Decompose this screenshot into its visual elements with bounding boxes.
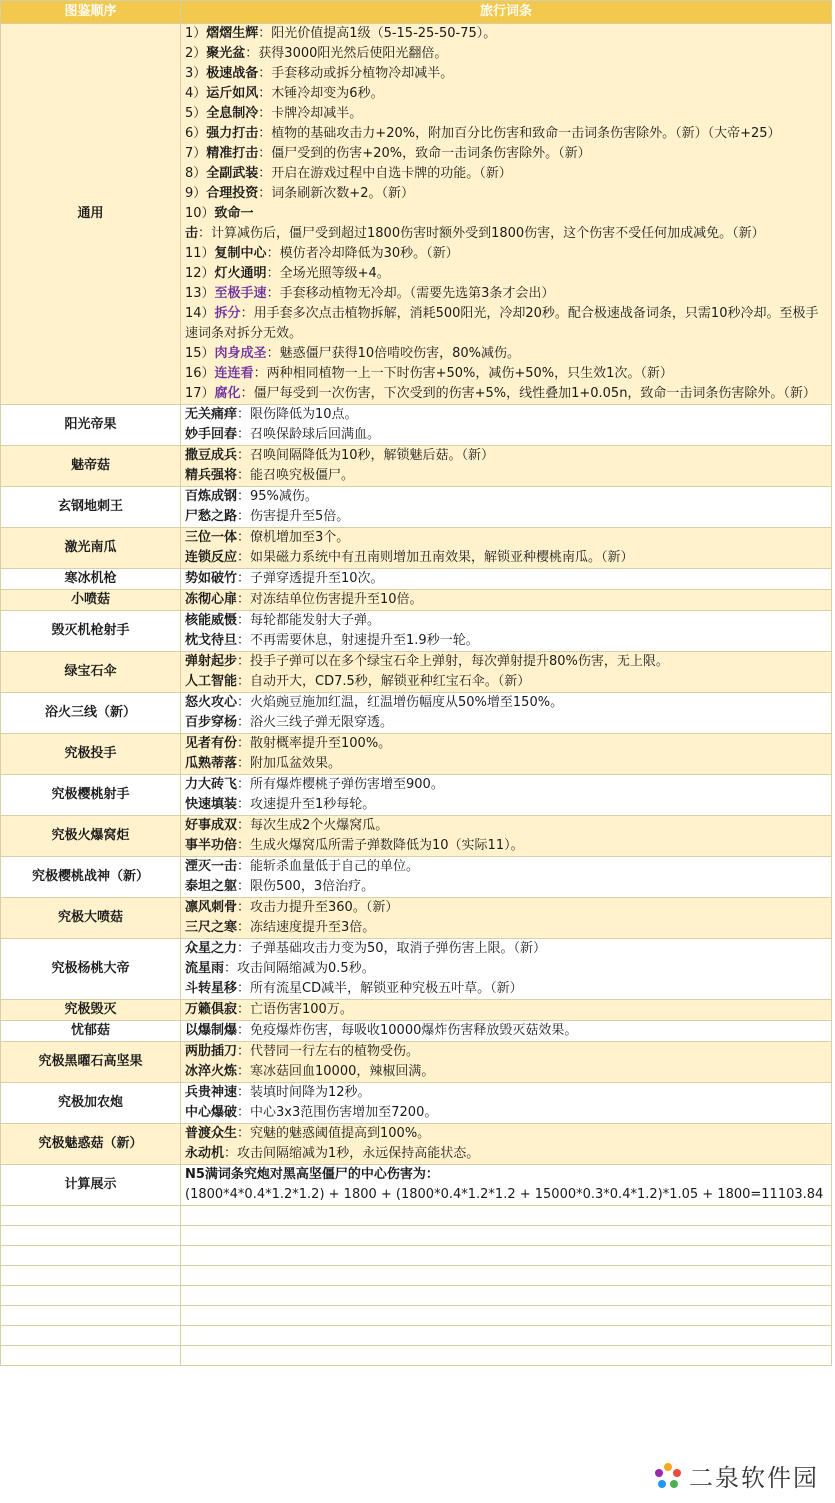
- entry-desc: ：不再需要休息，射速提升至1.9秒一轮。: [237, 633, 479, 648]
- empty-cell: [181, 1226, 832, 1246]
- empty-cell: [181, 1326, 832, 1346]
- entry-name: 事半功倍: [185, 838, 238, 853]
- entry-name: 合理投资: [206, 186, 259, 201]
- empty-cell: [181, 1246, 832, 1266]
- entry-desc: ：木锤冷却变为6秒。: [258, 86, 384, 101]
- entry-desc: ：限伤降低为10点。: [237, 407, 358, 422]
- category-cell: 通用: [1, 24, 181, 405]
- entry-number: 12）: [185, 266, 215, 281]
- entry-desc: ：卡牌冷却减半。: [258, 106, 363, 121]
- empty-row: [1, 1206, 832, 1226]
- entry: [185, 836, 827, 856]
- entry-name: 人工智能: [185, 674, 238, 689]
- plant-row: [1, 569, 832, 590]
- entries-cell: [181, 590, 832, 611]
- category-cell: 究极毁灭: [1, 1000, 181, 1021]
- empty-cell: [1, 1286, 181, 1306]
- entry-name: 尸愁之路: [185, 509, 238, 524]
- entry: [185, 1103, 827, 1123]
- entry: [185, 466, 827, 486]
- entry: [185, 24, 827, 44]
- entry-number: 2）: [185, 46, 207, 61]
- entry-name: 瓜熟蒂落: [185, 756, 238, 771]
- empty-cell: [1, 1306, 181, 1326]
- entries-cell: [181, 1000, 832, 1021]
- entry-desc: ：究魅的魅惑阈值提高到100%。: [237, 1126, 431, 1141]
- entry-name: 万籁俱寂: [185, 1002, 238, 1017]
- entry-desc: ：限伤500，3倍治疗。: [237, 879, 375, 894]
- entry-name: 拆分: [214, 306, 241, 321]
- entries-cell: [181, 1042, 832, 1083]
- entry-name: 至极手速: [214, 286, 267, 301]
- entry-name: 三位一体: [185, 530, 238, 545]
- entry: [185, 939, 827, 959]
- entry-desc: ：每轮都能发射大子弹。: [237, 613, 381, 628]
- entry-name: 枕戈待旦: [185, 633, 238, 648]
- entry-desc: ：子弹穿透提升至10次。: [237, 571, 384, 586]
- entry-desc: ：对冻结单位伤害提升至10倍。: [237, 592, 423, 607]
- entry: [185, 64, 827, 84]
- entry: [185, 1062, 827, 1082]
- entry: [185, 590, 827, 610]
- entry-name: 致命一击: [185, 206, 254, 241]
- entry: [185, 124, 827, 144]
- plant-row: [1, 693, 832, 734]
- entry-name: 三尺之寒: [185, 920, 238, 935]
- plant-row: [1, 652, 832, 693]
- header-entries: 旅行词条: [181, 1, 832, 24]
- entry-name: 势如破竹: [185, 571, 238, 586]
- entry-name: 妙手回春: [185, 427, 238, 442]
- plant-row: [1, 939, 832, 1000]
- entry: [185, 528, 827, 548]
- entry: [185, 548, 827, 568]
- empty-row: [1, 1306, 832, 1326]
- entry-number: 6）: [185, 126, 207, 141]
- entries-cell: [181, 693, 832, 734]
- entries-cell: [181, 1124, 832, 1165]
- entry: [185, 713, 827, 733]
- entry-name: 全副武装: [206, 166, 259, 181]
- entry: [185, 405, 827, 425]
- category-cell: 魅帝菇: [1, 446, 181, 487]
- entries-cell: [181, 528, 832, 569]
- entry: [185, 384, 827, 404]
- category-cell: 激光南瓜: [1, 528, 181, 569]
- plant-row: [1, 857, 832, 898]
- entry: [185, 244, 827, 264]
- entry-name: 冰淬火炼: [185, 1064, 238, 1079]
- entry: [185, 344, 827, 364]
- entry: [185, 284, 827, 304]
- entry: [185, 979, 827, 999]
- entry: [185, 611, 827, 631]
- category-cell: 究极魅惑菇（新）: [1, 1124, 181, 1165]
- entry-name: 熠熠生辉: [206, 26, 259, 41]
- empty-cell: [1, 1246, 181, 1266]
- plant-row: [1, 528, 832, 569]
- entry-name: 强力打击: [206, 126, 259, 141]
- empty-cell: [181, 1346, 832, 1366]
- plant-row: [1, 775, 832, 816]
- entry-name: 弹射起步: [185, 654, 238, 669]
- calc-row: [1, 1165, 832, 1206]
- watermark: [647, 1456, 825, 1495]
- entry-name: 以爆制爆: [185, 1023, 238, 1038]
- category-cell: 玄钢地刺王: [1, 487, 181, 528]
- entry-desc: ：阳光价值提高1级（5-15-25-50-75）。: [258, 26, 497, 41]
- entry-name: 两肋插刀: [185, 1044, 238, 1059]
- entry-desc: ：僵尸每受到一次伤害，下次受到的伤害+5%，线性叠加1+0.05n，致命一击词条伤害除外。（新）: [240, 386, 816, 401]
- category-cell: 浴火三线（新）: [1, 693, 181, 734]
- entry-number: 17）: [185, 386, 215, 401]
- empty-row: [1, 1226, 832, 1246]
- category-cell: 毁灭机枪射手: [1, 611, 181, 652]
- empty-row: [1, 1326, 832, 1346]
- header-order: 图鉴顺序: [1, 1, 181, 24]
- entry: [185, 816, 827, 836]
- entry-number: 7）: [185, 146, 207, 161]
- entries-cell: [181, 816, 832, 857]
- empty-row: [1, 1246, 832, 1266]
- entry: [185, 1021, 827, 1041]
- entry-name: 连锁反应: [185, 550, 238, 565]
- entry-name: 冻彻心扉: [185, 592, 238, 607]
- entry-desc: ：攻速提升至1秒每轮。: [237, 797, 376, 812]
- entry-desc: ：植物的基础攻击力+20%，附加百分比伤害和致命一击词条伤害除外。（新）（大帝+25）: [258, 126, 781, 141]
- entries-cell: [181, 611, 832, 652]
- entry: [185, 44, 827, 64]
- entries-cell: [181, 734, 832, 775]
- entry-name: 中心爆破: [185, 1105, 238, 1120]
- entry-desc: ：攻击力提升至360。（新）: [237, 900, 399, 915]
- entry-desc: ：生成火爆窝瓜所需子弹数降低为10（实际11）。: [237, 838, 524, 853]
- entry-name: 复制中心: [214, 246, 267, 261]
- entry: [185, 364, 827, 384]
- category-cell: 忧郁菇: [1, 1021, 181, 1042]
- entry-number: 1）: [185, 26, 207, 41]
- entry-desc: ：全场光照等级+4。: [266, 266, 390, 281]
- plant-row: [1, 898, 832, 939]
- entry: [185, 84, 827, 104]
- entries-cell: [181, 24, 832, 405]
- entries-cell: [181, 652, 832, 693]
- category-cell: 究极大喷菇: [1, 898, 181, 939]
- plant-row: [1, 590, 832, 611]
- entries-cell: [181, 487, 832, 528]
- entries-cell: [181, 898, 832, 939]
- entry-desc: ：浴火三线子弹无限穿透。: [237, 715, 394, 730]
- empty-row: [1, 1346, 832, 1366]
- entry-name: 斗转星移: [185, 981, 238, 996]
- entry: [185, 264, 827, 284]
- category-cell: 绿宝石伞: [1, 652, 181, 693]
- entry-name: 快速填装: [185, 797, 238, 812]
- entry-desc: ：子弹基础攻击力变为50，取消子弹伤害上限。（新）: [237, 941, 547, 956]
- category-cell: 究极樱桃战神（新）: [1, 857, 181, 898]
- entry-desc: ：如果磁力系统中有丑南则增加丑南效果，解锁亚种樱桃南瓜。（新）: [237, 550, 634, 565]
- entry: [185, 1083, 827, 1103]
- entry-desc: ：火焰豌豆施加红温，红温增伤幅度从50%增至150%。: [237, 695, 564, 710]
- empty-cell: [1, 1346, 181, 1366]
- entry: [185, 857, 827, 877]
- empty-cell: [181, 1206, 832, 1226]
- plant-row: [1, 405, 832, 446]
- empty-row: [1, 1286, 832, 1306]
- entries-cell: [181, 775, 832, 816]
- entry-desc: ：每次生成2个火爆窝瓜。: [237, 818, 389, 833]
- empty-cell: [181, 1266, 832, 1286]
- entry: [185, 104, 827, 124]
- entry-name: 普渡众生: [185, 1126, 238, 1141]
- entry-desc: ：投手子弹可以在多个绿宝石伞上弹射，每次弹射提升80%伤害，无上限。: [237, 654, 669, 669]
- entry: [185, 693, 827, 713]
- plant-row: [1, 611, 832, 652]
- entry-name: 兵贵神速: [185, 1085, 238, 1100]
- entry: [185, 877, 827, 897]
- entry-name: 无关痛痒: [185, 407, 238, 422]
- plant-row: [1, 1000, 832, 1021]
- entry-name: 力大砖飞: [185, 777, 238, 792]
- entry-desc: ：计算减伤后，僵尸受到超过1800伤害时额外受到1800伤害，这个伤害不受任何加成减免。（新）: [198, 226, 765, 241]
- entry: [185, 1000, 827, 1020]
- entry-desc: ：能斩杀血量低于自己的单位。: [237, 859, 420, 874]
- entry-desc: ：伤害提升至5倍。: [237, 509, 350, 524]
- entry-name: 极速战备: [206, 66, 259, 81]
- entry-desc: ：散射概率提升至100%。: [237, 736, 392, 751]
- entry: [185, 1124, 827, 1144]
- entry-name: 湮灭一击: [185, 859, 238, 874]
- entry-desc: ：附加瓜盆效果。: [237, 756, 342, 771]
- entry-name: 肉身成圣: [214, 346, 267, 361]
- category-cell: 阳光帝果: [1, 405, 181, 446]
- entry-name: 精兵强将: [185, 468, 238, 483]
- entries-cell: [181, 569, 832, 590]
- entries-cell: [181, 405, 832, 446]
- calc-cell: [181, 1165, 832, 1206]
- empty-cell: [181, 1286, 832, 1306]
- entry-name: 腐化: [214, 386, 241, 401]
- entry-desc: ：用手套多次点击植物拆解，消耗500阳光，冷却20秒。配合极速战备词条，只需10秒冷却。至极手速词条对拆分无效。: [185, 306, 819, 341]
- entry-desc: ：僚机增加至3个。: [237, 530, 350, 545]
- entry-desc: ：免疫爆炸伤害，每吸收10000爆炸伤害释放毁灭菇效果。: [237, 1023, 578, 1038]
- entry-desc: ：获得3000阳光然后使阳光翻倍。: [245, 46, 448, 61]
- entry: [185, 164, 827, 184]
- plant-row: [1, 487, 832, 528]
- category-cell: 究极投手: [1, 734, 181, 775]
- category-cell: 究极杨桃大帝: [1, 939, 181, 1000]
- entry-name: 连连看: [214, 366, 254, 381]
- entries-cell: [181, 1083, 832, 1124]
- entry-desc: ：所有爆炸樱桃子弹伤害增至900。: [237, 777, 444, 792]
- entry-name: 永动机: [185, 1146, 225, 1161]
- entry-name: 见者有份: [185, 736, 238, 751]
- entry-desc: ：开启在游戏过程中自选卡牌的功能。（新）: [258, 166, 512, 181]
- entry-name: 凛风刺骨: [185, 900, 238, 915]
- plant-row: [1, 1083, 832, 1124]
- general-row: [1, 24, 832, 405]
- entry: [185, 898, 827, 918]
- entry-desc: ：代替同一行左右的植物受伤。: [237, 1044, 420, 1059]
- entry-desc: ：中心3x3范围伤害增加至7200。: [237, 1105, 438, 1120]
- entry: [185, 304, 827, 344]
- plant-row: [1, 816, 832, 857]
- entry-name: 众星之力: [185, 941, 238, 956]
- entry-name: 聚光盆: [206, 46, 246, 61]
- entry: [185, 734, 827, 754]
- calc-title: N5满词条究炮对黑高坚僵尸的中心伤害为：: [185, 1167, 439, 1182]
- entry-desc: ：手套移动或拆分植物冷却减半。: [258, 66, 454, 81]
- category-cell: 究极加农炮: [1, 1083, 181, 1124]
- category-cell: 究极黑曜石高坚果: [1, 1042, 181, 1083]
- entries-cell: [181, 939, 832, 1000]
- entry-desc: ：词条刷新次数+2。（新）: [258, 186, 414, 201]
- entry-name: 百炼成钢: [185, 489, 238, 504]
- entry-desc: ：所有流星CD减半，解锁亚种究极五叶草。（新）: [237, 981, 523, 996]
- entry-name: 好事成双: [185, 818, 238, 833]
- entry-desc: ：亡语伤害100万。: [237, 1002, 353, 1017]
- entry-number: 9）: [185, 186, 207, 201]
- entry-name: 全息制冷: [206, 106, 259, 121]
- empty-cell: [1, 1226, 181, 1246]
- empty-cell: [181, 1306, 832, 1326]
- entry-name: 核能威慑: [185, 613, 238, 628]
- empty-cell: [1, 1206, 181, 1226]
- entry-desc: ：两种相同植物一上一下时伤害+50%，减伤+50%，只生效1次。（新）: [253, 366, 673, 381]
- entries-cell: [181, 857, 832, 898]
- plant-row: [1, 1042, 832, 1083]
- entry-number: 11）: [185, 246, 215, 261]
- entry-desc: ：攻击间隔缩减为0.5秒。: [224, 961, 375, 976]
- entries-cell: [181, 446, 832, 487]
- entry: [185, 631, 827, 651]
- calc-formula: (1800*4*0.4*1.2*1.2) + 1800 + (1800*0.4*1.2*1.2 + 15000*0.3*0.4*1.2)*1.05 + 1800=11103.84: [185, 1187, 824, 1202]
- entry: [185, 959, 827, 979]
- entry: [185, 1042, 827, 1062]
- category-cell: 究极火爆窝炬: [1, 816, 181, 857]
- category-cell: 小喷菇: [1, 590, 181, 611]
- entry-name: 撒豆成兵: [185, 448, 238, 463]
- plant-row: [1, 446, 832, 487]
- entry-desc: ：攻击间隔缩减为1秒，永远保持高能状态。: [224, 1146, 480, 1161]
- entry-name: 精准打击: [206, 146, 259, 161]
- entry-desc: ：95%减伤。: [237, 489, 318, 504]
- empty-cell: [1, 1326, 181, 1346]
- entry: [185, 795, 827, 815]
- entry-name: 泰坦之躯: [185, 879, 238, 894]
- entry: [185, 184, 827, 204]
- category-cell: 寒冰机枪: [1, 569, 181, 590]
- category-cell: 究极樱桃射手: [1, 775, 181, 816]
- entry: [185, 918, 827, 938]
- entry: [185, 204, 827, 244]
- entry: [185, 425, 827, 445]
- entry: [185, 672, 827, 692]
- entry-desc: ：寒冰菇回血10000，辣椒回满。: [237, 1064, 435, 1079]
- entry-number: 5）: [185, 106, 207, 121]
- entry-desc: ：手套移动植物无冷却。（需要先选第3条才会出）: [266, 286, 555, 301]
- entry-desc: ：自动开大，CD7.5秒，解锁亚种红宝石伞。（新）: [237, 674, 531, 689]
- entry-number: 15）: [185, 346, 215, 361]
- entry: [185, 569, 827, 589]
- entry: [185, 775, 827, 795]
- entry-desc: ：能召唤究极僵尸。: [237, 468, 355, 483]
- entry-number: 10）: [185, 206, 215, 221]
- category-cell: 计算展示: [1, 1165, 181, 1206]
- entry-desc: ：僵尸受到的伤害+20%，致命一击词条伤害除外。（新）: [258, 146, 591, 161]
- entry: [185, 487, 827, 507]
- entries-cell: [181, 1021, 832, 1042]
- empty-row: [1, 1266, 832, 1286]
- plant-row: [1, 1124, 832, 1165]
- entry: [185, 652, 827, 672]
- entry-desc: ：魅惑僵尸获得10倍啃咬伤害，80%减伤。: [266, 346, 520, 361]
- entry-number: 4）: [185, 86, 207, 101]
- entry-name: 怒火攻心: [185, 695, 238, 710]
- entry-number: 13）: [185, 286, 215, 301]
- entry-desc: ：冻结速度提升至3倍。: [237, 920, 376, 935]
- header-row: [1, 1, 832, 24]
- entry-number: 8）: [185, 166, 207, 181]
- entry-name: 灯火通明: [214, 266, 267, 281]
- entry: [185, 144, 827, 164]
- entry-name: 运斤如风: [206, 86, 259, 101]
- entry: [185, 446, 827, 466]
- entry: [185, 754, 827, 774]
- watermark-text: 二泉软件园: [689, 1464, 819, 1492]
- plant-row: [1, 734, 832, 775]
- plant-row: [1, 1021, 832, 1042]
- entry-desc: ：召唤保龄球后回满血。: [237, 427, 381, 442]
- flower-logo-icon: [653, 1461, 683, 1491]
- empty-cell: [1, 1266, 181, 1286]
- entry-name: 百步穿杨: [185, 715, 238, 730]
- entry-name: 流星雨: [185, 961, 225, 976]
- entry-number: 16）: [185, 366, 215, 381]
- entry: [185, 507, 827, 527]
- entry: [185, 1144, 827, 1164]
- entry-desc: ：召唤间隔降低为10秒，解锁魅后菇。（新）: [237, 448, 495, 463]
- entry-number: 3）: [185, 66, 207, 81]
- entry-desc: ：模仿者冷却降低为30秒。（新）: [266, 246, 459, 261]
- entry-desc: ：装填时间降为12秒。: [237, 1085, 371, 1100]
- entry-number: 14）: [185, 306, 215, 321]
